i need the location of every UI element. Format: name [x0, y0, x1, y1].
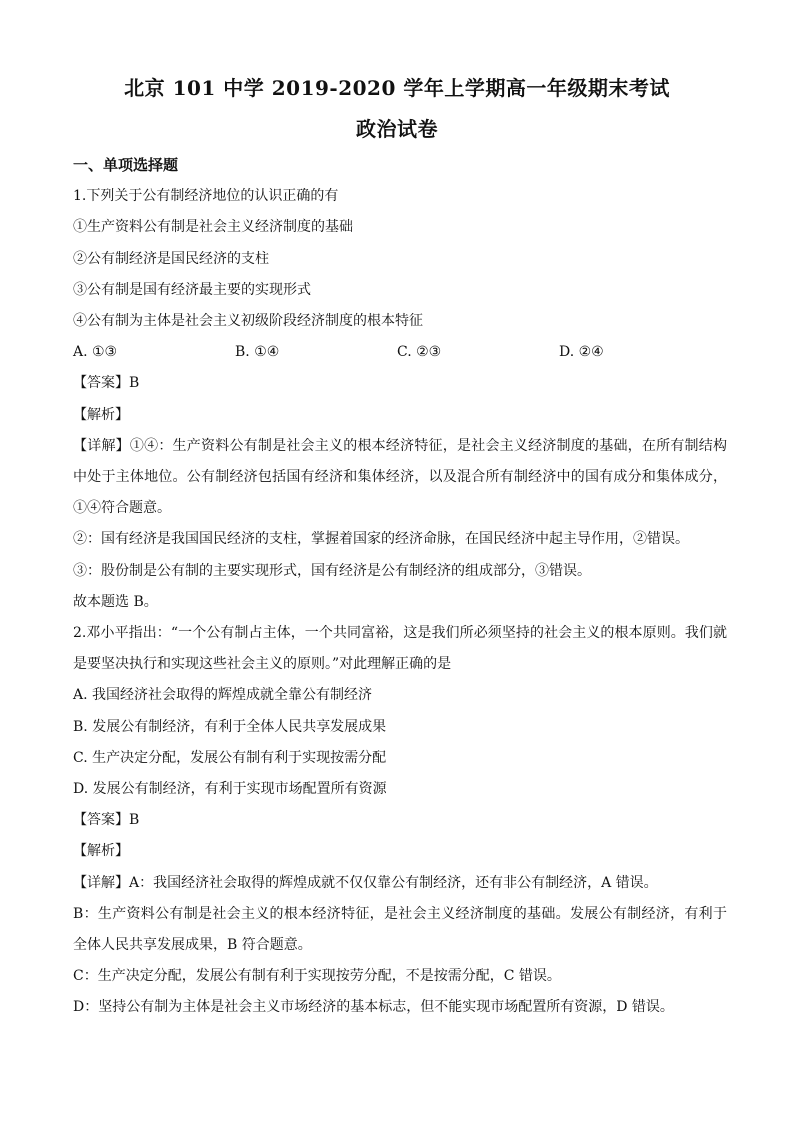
q2-option-c: C. 生产决定分配，发展公有制有利于实现按需分配: [73, 749, 387, 766]
q1-note-2: ②：国有经济是我国国民经济的支柱，掌握着国家的经济命脉，在国民经济中起主导作用，②错误。: [73, 531, 689, 548]
section-heading: 一、单项选择题: [73, 156, 179, 174]
q2-detail-d: D：坚持公有制为主体是社会主义市场经济的基本标志，但不能实现市场配置所有资源，D 错误。: [73, 999, 674, 1016]
q1-detail: 【详解】①④：生产资料公有制是社会主义的根本经济特征，是社会主义经济制度的基础，在所有制结构中处于主体地位。公有制经济包括国有经济和集体经济，以及混合所有制经济中的国有成分和集体成分，①④符合题意。: [73, 437, 727, 517]
q1-option-c: C. ②③: [397, 344, 442, 361]
q1-analysis-label: 【解析】: [73, 406, 129, 423]
q2-detail-a: 【详解】A：我国经济社会取得的辉煌成就不仅仅靠公有制经济，还有非公有制经济，A 错误。: [73, 874, 658, 891]
q1-item-3: ③公有制是国有经济最主要的实现形式: [73, 281, 311, 298]
q1-option-b: B. ①④: [235, 344, 280, 361]
q1-option-d: D. ②④: [559, 344, 604, 361]
q1-item-4: ④公有制为主体是社会主义初级阶段经济制度的根本特征: [73, 313, 423, 330]
q1-answer: 【答案】B: [73, 375, 140, 392]
q1-item-1: ①生产资料公有制是社会主义经济制度的基础: [73, 219, 353, 236]
q2-stem: 2.邓小平指出：“一个公有制占主体，一个共同富裕，这是我们所必须坚持的社会主义的根本原则。我们就是要坚决执行和实现这些社会主义的原则。”对此理解正确的是: [73, 625, 727, 673]
q2-option-d: D. 发展公有制经济，有利于实现市场配置所有资源: [73, 781, 387, 798]
q2-answer: 【答案】B: [73, 812, 140, 829]
q2-option-a: A. 我国经济社会取得的辉煌成就全靠公有制经济: [73, 687, 373, 704]
page-subtitle: 政治试卷: [356, 117, 438, 141]
q1-option-a: A. ①③: [73, 344, 118, 361]
q1-options: [73, 337, 727, 368]
q2-detail-b: B：生产资料公有制是社会主义的根本经济特征，是社会主义经济制度的基础。发展公有制经济，有利于全体人民共享发展成果，B 符合题意。: [73, 905, 727, 954]
question-2: [73, 618, 727, 1024]
question-1: [73, 181, 727, 618]
exam-content: [73, 150, 727, 1024]
q2-option-b: B. 发展公有制经济，有利于全体人民共享发展成果: [73, 718, 387, 735]
q2-analysis-label: 【解析】: [73, 843, 129, 860]
q1-conclusion: 故本题选 B。: [73, 593, 158, 610]
q1-stem: 1.下列关于公有制经济地位的认识正确的有: [73, 188, 339, 205]
page-title: 北京 101 中学 2019-2020 学年上学期高一年级期末考试: [124, 76, 670, 100]
q1-item-2: ②公有制经济是国民经济的支柱: [73, 250, 269, 267]
q2-detail-c: C：生产决定分配，发展公有制有利于实现按劳分配，不是按需分配，C 错误。: [73, 968, 561, 985]
q1-note-3: ③：股份制是公有制的主要实现形式，国有经济是公有制经济的组成部分，③错误。: [73, 562, 591, 579]
